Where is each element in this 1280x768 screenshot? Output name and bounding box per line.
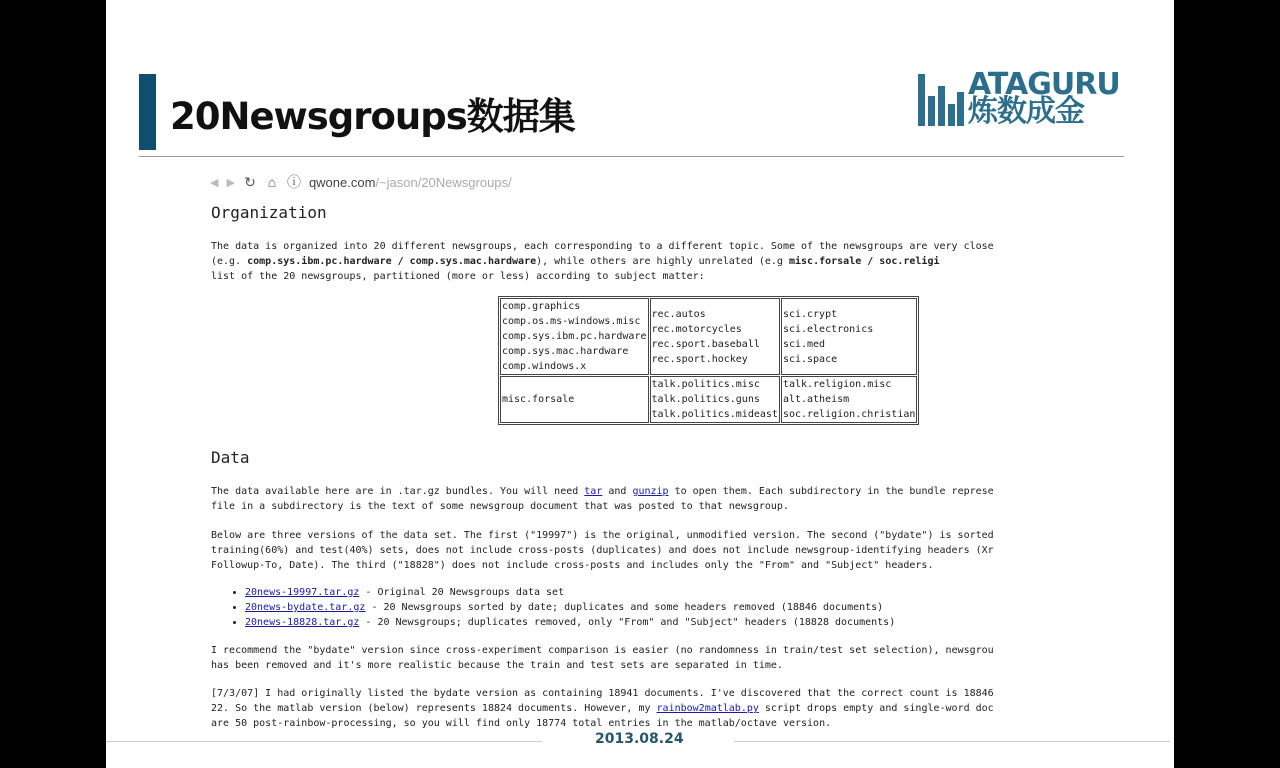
home-icon: ⌂	[267, 174, 277, 190]
note-paragraph-line3: are 50 post-rainbow-processing, so you will find only 18774 total entries in the matlab/octave version.	[211, 718, 832, 729]
list-item: • 20news-bydate.tar.gz - 20 Newsgroups sorted by date; duplicates and some headers removed (18846 documents)	[245, 600, 895, 615]
table-row	[500, 376, 917, 423]
slide	[106, 0, 1174, 768]
logo-text-en: ATAGURU	[968, 67, 1120, 102]
note-paragraph-line1: [7/3/07] I had originally listed the bydate version as containing 18941 documents. I've discovered that the correct count is 18846	[211, 688, 994, 699]
back-icon: ◀	[210, 176, 219, 189]
title-accent-bar	[139, 74, 156, 150]
footer-divider-right	[734, 741, 1170, 742]
table-cell: talk.religion.misc alt.atheism soc.religion.christian	[781, 376, 917, 423]
table-cell: comp.graphics comp.os.ms-windows.misc comp.sys.ibm.pc.hardware comp.sys.mac.hardware comp.windows.x	[500, 298, 649, 375]
logo-bars-icon	[918, 74, 964, 126]
data-paragraph-line1: The data available here are in .tar.gz bundles. You will need tar and gunzip to open them. Each subdirectory in the bundle represe	[211, 486, 994, 497]
recommend-paragraph-line1: I recommend the "bydate" version since cross-experiment comparison is easier (no randomness in train/test set selection), newsgrou	[211, 645, 994, 656]
download-bydate-link[interactable]: 20news-bydate.tar.gz	[245, 602, 366, 613]
reload-icon: ↻	[244, 173, 256, 190]
newsgroups-table	[498, 296, 919, 425]
footer-date: 2013.08.24	[595, 731, 684, 747]
versions-paragraph-line2: training(60%) and test(40%) sets, does not include cross-posts (duplicates) and does not include newsgroup-identifying headers (Xr	[211, 545, 994, 556]
gunzip-link[interactable]: gunzip	[632, 486, 669, 497]
download-list	[231, 585, 895, 630]
note-paragraph-line2: 22. So the matlab version (below) represents 18824 documents. However, my rainbow2matlab.py script drops empty and single-word doc	[211, 703, 994, 714]
data-paragraph-line2: file in a subdirectory is the text of some newsgroup document that was posted to that newsgroup.	[211, 501, 789, 512]
title-divider	[139, 156, 1124, 157]
org-paragraph-line1: The data is organized into 20 different newsgroups, each corresponding to a different topic. Some of the newsgroups are very close	[211, 241, 994, 252]
logo-text-cn: 炼数成金	[968, 95, 1084, 128]
slide-title: 20Newsgroups数据集	[170, 95, 575, 138]
tar-link[interactable]: tar	[584, 486, 603, 497]
table-cell: misc.forsale	[500, 376, 649, 423]
table-cell: rec.autos rec.motorcycles rec.sport.baseball rec.sport.hockey	[650, 298, 780, 375]
forward-icon: ▶	[226, 176, 235, 189]
download-19997-link[interactable]: 20news-19997.tar.gz	[245, 587, 360, 598]
versions-paragraph-line1: Below are three versions of the data set. The first ("19997") is the original, unmodified version. The second ("bydate") is sorted	[211, 530, 994, 541]
footer-divider-left	[106, 741, 542, 742]
versions-paragraph-line3: Followup-To, Date). The third ("18828") does not include cross-posts and includes only the "From" and "Subject" headers.	[211, 560, 934, 571]
table-cell: sci.crypt sci.electronics sci.med sci.space	[781, 298, 917, 375]
organization-heading: Organization	[211, 203, 327, 222]
download-18828-link[interactable]: 20news-18828.tar.gz	[245, 617, 360, 628]
page-info-icon: ⓘ	[286, 174, 301, 190]
ataguru-logo	[918, 67, 1130, 128]
recommend-paragraph-line2: has been removed and it's more realistic because the train and test sets are separated in time.	[211, 660, 783, 671]
data-heading: Data	[211, 448, 250, 467]
address-url: qwone.com/~jason/20Newsgroups/	[308, 174, 512, 190]
org-paragraph-line2: (e.g. comp.sys.ibm.pc.hardware / comp.sys.mac.hardware), while others are highly unrelated (e.g misc.forsale / soc.religi	[211, 256, 940, 267]
rainbow2matlab-link[interactable]: rainbow2matlab.py	[656, 703, 759, 714]
browser-address-bar	[210, 172, 512, 192]
list-item: • 20news-19997.tar.gz - Original 20 Newsgroups data set	[245, 585, 895, 600]
table-cell: talk.politics.misc talk.politics.guns talk.politics.mideast	[650, 376, 780, 423]
list-item: • 20news-18828.tar.gz - 20 Newsgroups; duplicates removed, only "From" and "Subject" headers (18828 documents)	[245, 615, 895, 630]
org-paragraph-line3: list of the 20 newsgroups, partitioned (more or less) according to subject matter:	[211, 271, 705, 282]
table-row	[500, 298, 917, 375]
